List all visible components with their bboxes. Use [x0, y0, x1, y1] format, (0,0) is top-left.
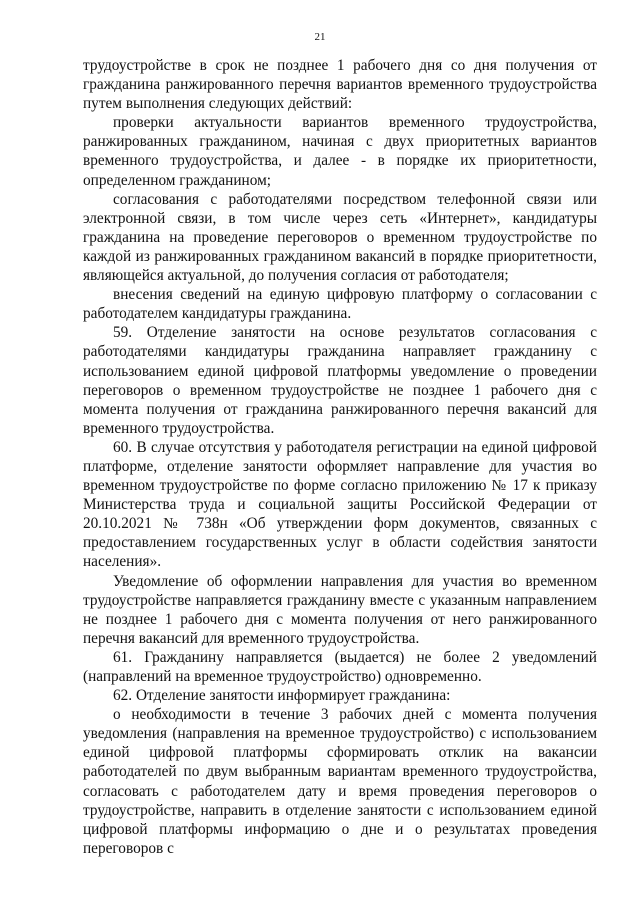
paragraph-platform-entry: внесения сведений на единую цифровую платформу о согласовании с работодателем кандидатуры гражданина.	[83, 286, 597, 323]
document-body	[83, 56, 597, 858]
paragraph-continuation: трудоустройстве в срок не позднее 1 рабочего дня со дня получения от гражданина ранжированного перечня вариантов временного трудоустройства путем выполнения следующих действий:	[83, 57, 597, 113]
paragraph-check-relevance: проверки актуальности вариантов временного трудоустройства, ранжированных гражданином, начиная с двух приоритетных вариантов временного трудоустройства, и далее - в порядке их приоритетности, определенном гражданином;	[83, 114, 597, 189]
paragraph-coordination: согласования с работодателями посредством телефонной связи или электронной связи, в том числе через сеть «Интернет», кандидатуры гражданина на проведение переговоров о временном трудоустройстве по каждой из ранжированных гражданином вакансий в порядке приоритетности, являющейся актуальной, до получения согласия от работодателя;	[83, 190, 597, 285]
paragraph-61: 61. Гражданину направляется (выдается) не более 2 уведомлений (направлений на временное трудоустройство) одновременно.	[83, 648, 597, 685]
paragraph-60: 60. В случае отсутствия у работодателя регистрации на единой цифровой платформе, отделение занятости оформляет направление для участия во временном трудоустройстве по форме согласно приложению № 17 к приказу Министерства труда и социальной защиты Российской Федерации от 20.10.2021 № 738н «Об утверждении форм документов, связанных с предоставлением государственных услуг в области содействия занятости населения».	[83, 438, 597, 571]
paragraph-62: 62. Отделение занятости информирует гражданина:	[113, 687, 451, 705]
page-number: 21	[314, 31, 326, 43]
paragraph-notification: Уведомление об оформлении направления для участия во временном трудоустройстве направляется гражданину вместе с указанным направлением не позднее 1 рабочего дня с момента получения от него ранжированного перечня вакансий для временного трудоустройства.	[83, 572, 597, 647]
paragraph-59: 59. Отделение занятости на основе результатов согласования с работодателями кандидатуры гражданина направляет гражданину с использованием единой цифровой платформы уведомление о проведении переговоров о временном трудоустройстве не позднее 1 рабочего дня с момента получения от гражданина ранжированного перечня вакансий для временного трудоустройства.	[83, 324, 597, 437]
paragraph-62-details: о необходимости в течение 3 рабочих дней с момента получения уведомления (направления на временное трудоустройство) с использованием единой цифровой платформы сформировать отклик на вакансии работодателей по двум выбранным вариантам временного трудоустройства, согласовать с работодателем дату и время проведения переговоров о трудоустройстве, направить в отделение занятости с использованием единой цифровой платформы информацию о дне и о результатах проведения переговоров с	[83, 706, 597, 857]
